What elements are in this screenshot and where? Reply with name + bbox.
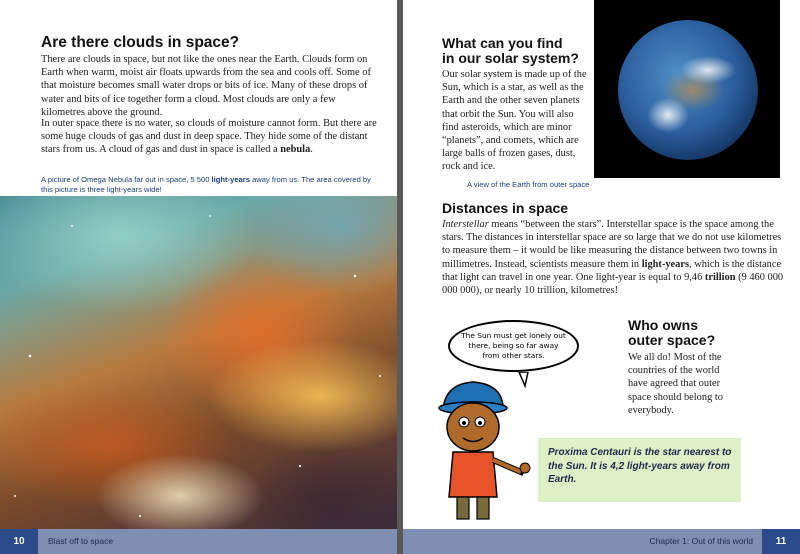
distances-text-c: (9 460 000 000 000), or nearly 10 trillion, kilometres! xyxy=(442,271,784,297)
clouds-paragraph-1 xyxy=(41,53,379,119)
nebula-stars xyxy=(0,196,397,529)
who-owns-text: We all do! Most of the countries of the world have agreed that outer space should belong to everybody. xyxy=(628,352,723,416)
owns-heading-line-1: Who owns xyxy=(628,317,698,333)
trillion-term: trillion xyxy=(704,271,736,283)
proxima-fact-text: Proxima Centauri is the star nearest to the Sun. It is 4,2 light-years away from Earth. xyxy=(548,447,732,485)
clouds-paragraph-2-text: In outer space there is no water, so clouds of moisture cannot form. But there are some huge clouds of gas and dust in deep space. They hide some of the distant stars from us. A cloud of gas and dust in space is called a xyxy=(41,118,377,156)
owns-heading-line-2: outer space? xyxy=(628,332,716,348)
left-page-number: 10 xyxy=(0,529,38,554)
boy-shirt xyxy=(449,452,497,497)
clouds-paragraph-2-end: . xyxy=(310,144,313,156)
clouds-paragraph-1-text: There are clouds in space, but not like the ones near the Earth. Clouds form on Earth when warm, moist air floats upwards from the sea and cools off. Some of that moisture becomes small water drops or bits of ice. Many of these drops of water and bits of ice together form a cloud. Most clouds are only a few kilometres above the ground. xyxy=(41,54,371,118)
speech-bubble-text: The Sun must get lonely out there, being so far away from other stars. xyxy=(461,331,566,360)
interstellar-term: Interstellar xyxy=(442,219,489,230)
right-footer xyxy=(403,529,800,554)
right-page xyxy=(403,0,800,554)
left-footer xyxy=(0,529,397,554)
solar-system-heading xyxy=(442,36,579,66)
earth-caption: A view of the Earth from outer space xyxy=(467,180,590,189)
solar-heading-line-2: in our solar system? xyxy=(442,50,579,66)
nebula-caption-end: away from us. The area covered by this picture is three light-years wide! xyxy=(41,175,371,194)
nebula-caption-text: A picture of Omega Nebula far out in space, 5 500 xyxy=(41,175,212,184)
right-page-number: 11 xyxy=(762,529,800,554)
distances-heading: Distances in space xyxy=(442,200,569,216)
clouds-heading: Are there clouds in space? xyxy=(41,34,240,51)
nebula-caption-bold: light-years xyxy=(211,175,250,184)
speech-bubble xyxy=(448,320,579,372)
left-page xyxy=(0,0,397,554)
light-years-term: light-years xyxy=(641,258,690,270)
earth-image xyxy=(594,0,780,178)
solar-heading-line-1: What can you find xyxy=(442,35,563,51)
distances-text-b: , which is the distance that light can travel in one year. One light-year is equal to 9,46 xyxy=(442,258,782,283)
speech-tail xyxy=(519,372,528,386)
nebula-term: nebula xyxy=(280,144,311,156)
nebula-caption xyxy=(41,175,371,195)
left-footer-title: Blast off to space xyxy=(48,536,114,546)
clouds-paragraph-2 xyxy=(41,117,379,157)
proxima-fact-box xyxy=(538,438,741,502)
distances-text-a: means “between the stars”. Interstellar space is the space among the stars. The distances in interstellar space are so large that we do not use kilometres to measure them – it would be like measuring the distance between two towns in millimetres. Instead, scientists measure them in xyxy=(442,219,782,270)
omega-nebula-image xyxy=(0,196,397,529)
boy-head xyxy=(447,403,499,451)
who-owns-heading xyxy=(628,318,715,348)
earth-globe xyxy=(618,20,758,160)
distances-text xyxy=(442,218,784,297)
solar-system-text: Our solar system is made up of the Sun, which is a star, as well as the Earth and the other seven planets that orbit the Sun. You will also find asteroids, which are minor “planets”, and comets, which are large balls of frozen gases, dust, rock and ice. xyxy=(442,69,587,173)
right-footer-chapter: Chapter 1: Out of this world xyxy=(649,536,753,546)
